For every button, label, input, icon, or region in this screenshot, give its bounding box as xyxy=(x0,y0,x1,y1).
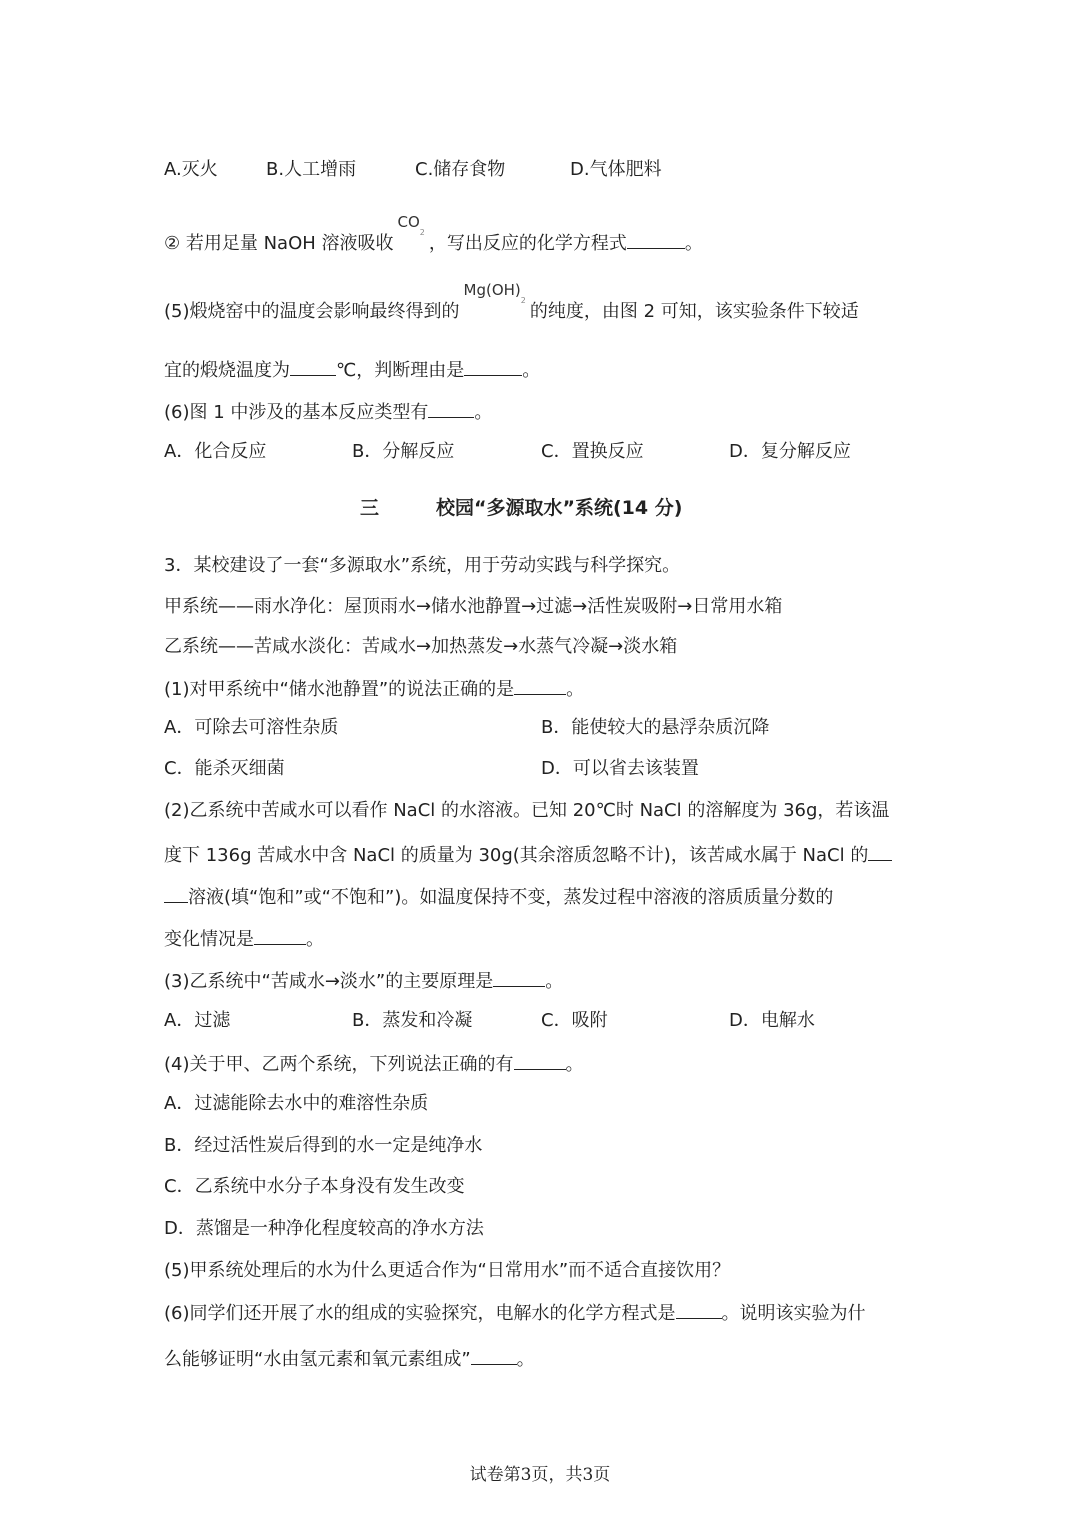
question-3-part2-line3: 溶液(填“饱和”或“不饱和”)。如温度保持不变，蒸发过程中溶液的溶质质量分数的 xyxy=(164,884,833,910)
question-2-part6: (6)图 1 中涉及的基本反应类型有 。 xyxy=(164,399,492,425)
q5-suffix: 的纯度，由图 2 可知，该实验条件下较适 xyxy=(529,301,859,322)
option-b: B．分解反应 xyxy=(352,441,455,462)
option-a: A．过滤能除去水中的难溶性杂质 xyxy=(164,1093,429,1114)
question-3-part4: (4)关于甲、乙两个系统，下列说法正确的有 。 xyxy=(164,1051,584,1077)
saturation-blank-a[interactable] xyxy=(868,842,892,861)
temperature-blank[interactable] xyxy=(290,357,336,376)
option-a: A．可除去可溶性杂质 xyxy=(164,717,339,738)
sub2-prefix: ② 若用足量 NaOH 溶液吸收 xyxy=(164,233,394,254)
co2-formula: $CO_2$ xyxy=(397,213,425,237)
option-c: C．乙系统中水分子本身没有发生改变 xyxy=(164,1176,465,1197)
option-c: C．能杀灭细菌 xyxy=(164,758,285,779)
question-2-part5-line2: 宜的煅烧温度为 ℃，判断理由是 。 xyxy=(164,357,540,383)
option-a: A．化合反应 xyxy=(164,441,267,462)
answer-blank[interactable] xyxy=(514,676,566,695)
mgoh2-formula: $Mg(OH)_2$ xyxy=(463,281,526,305)
answer-blank[interactable] xyxy=(514,1051,566,1070)
option-b: B．蒸发和冷凝 xyxy=(352,1010,473,1031)
question-3-part6-line1: (6)同学们还开展了水的组成的实验探究，电解水的化学方程式是 。说明该实验为什 xyxy=(164,1300,866,1326)
equation-blank[interactable] xyxy=(676,1300,722,1319)
sub2-suffix: ，写出反应的化学方程式 xyxy=(428,233,627,254)
reaction-type-blank[interactable] xyxy=(428,399,474,418)
option-c: C．吸附 xyxy=(541,1010,608,1031)
answer-blank[interactable] xyxy=(627,230,685,249)
saturation-blank-b[interactable] xyxy=(164,884,188,903)
page-footer: 试卷第3页，共3页 xyxy=(469,1465,611,1485)
section-number: 三 xyxy=(360,497,380,519)
question-3-part1: (1)对甲系统中“储水池静置”的说法正确的是 。 xyxy=(164,676,584,702)
section-title: 校园“多源取水”系统(14 分) xyxy=(436,497,683,519)
option-c: C．置换反应 xyxy=(541,441,644,462)
reason-blank[interactable] xyxy=(471,1346,517,1365)
option-b: B．能使较大的悬浮杂质沉降 xyxy=(541,717,770,738)
reason-blank[interactable] xyxy=(464,357,522,376)
option-d: D．蒸馏是一种净化程度较高的净水方法 xyxy=(164,1218,484,1239)
option-d: D．复分解反应 xyxy=(729,441,851,462)
option-d: D．可以省去该装置 xyxy=(541,758,699,779)
question-2-part5 xyxy=(164,281,859,335)
option-b: B.人工增雨 xyxy=(266,159,357,180)
question-3-part5: (5)甲系统处理后的水为什么更适合作为“日常用水”而不适合直接饮用？ xyxy=(164,1260,731,1281)
question-3-part3: (3)乙系统中“苦咸水→淡水”的主要原理是 。 xyxy=(164,968,563,994)
q5-prefix: (5)煅烧窑中的温度会影响最终得到的 xyxy=(164,301,460,322)
question-3-part2-line4: 变化情况是 。 xyxy=(164,926,324,952)
question-3-part6-line2: 么能够证明“水由氢元素和氧元素组成” 。 xyxy=(164,1346,535,1372)
option-d: D．电解水 xyxy=(729,1010,815,1031)
system-a-description: 甲系统——雨水净化：屋顶雨水→储水池静置→过滤→活性炭吸附→日常用水箱 xyxy=(164,596,783,617)
option-b: B．经过活性炭后得到的水一定是纯净水 xyxy=(164,1135,483,1156)
option-c: C.储存食物 xyxy=(415,159,506,180)
answer-blank[interactable] xyxy=(493,968,545,987)
option-a: A．过滤 xyxy=(164,1010,231,1031)
question-3-intro: 3．某校建设了一套“多源取水”系统，用于劳动实践与科学探究。 xyxy=(164,555,681,576)
question-3-part2-line1: (2)乙系统中苦咸水可以看作 NaCl 的水溶液。已知 20℃时 NaCl 的溶解度为 36g，若该温 xyxy=(164,800,890,821)
question-3-part2-line2: 度下 136g 苦咸水中含 NaCl 的质量为 30g(其余溶质忽略不计)，该苦咸水属于 NaCl 的 xyxy=(164,842,892,868)
question-2-sub2: ② 若用足量 NaOH 溶液吸收$CO_2$，写出反应的化学方程式 。 xyxy=(164,230,703,267)
change-blank[interactable] xyxy=(254,926,306,945)
option-a: A.灭火 xyxy=(164,159,218,180)
option-d: D.气体肥料 xyxy=(570,159,662,180)
system-b-description: 乙系统——苦咸水淡化：苦咸水→加热蒸发→水蒸气冷凝→淡水箱 xyxy=(164,636,678,657)
